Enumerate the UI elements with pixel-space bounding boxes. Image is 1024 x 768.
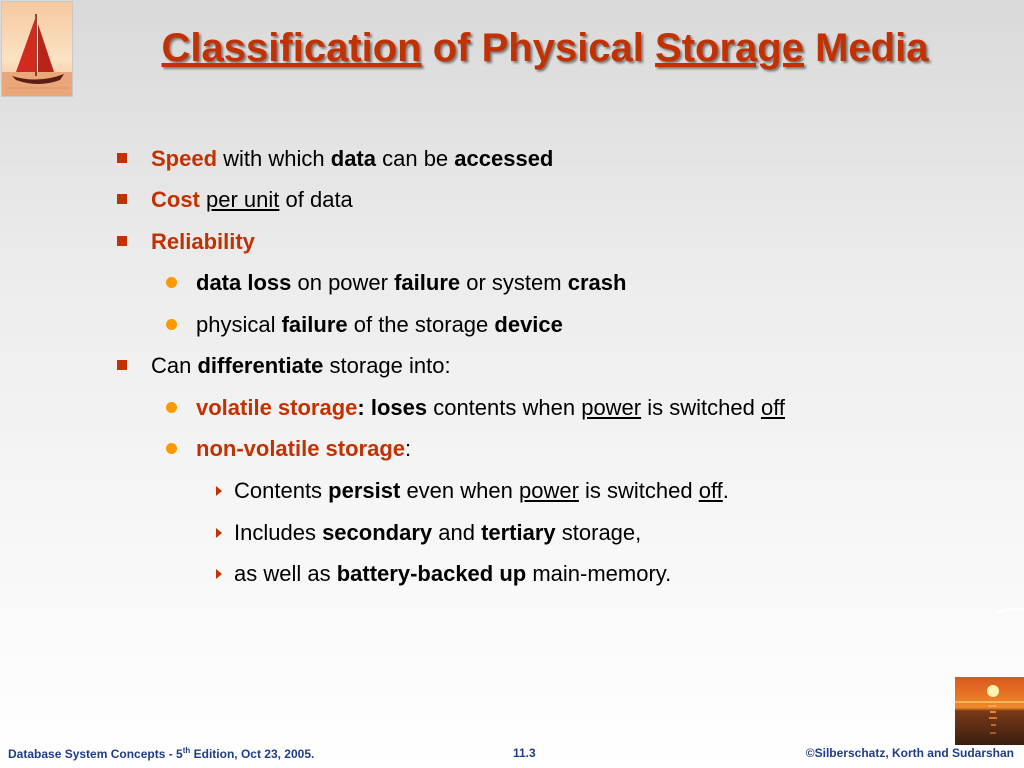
text: Includes bbox=[234, 520, 323, 545]
bullet-battery-backed bbox=[234, 561, 671, 587]
bullet-secondary-tertiary bbox=[234, 520, 641, 546]
arrow-bullet-icon bbox=[216, 569, 222, 579]
bullet-persist bbox=[234, 478, 729, 504]
square-bullet-icon bbox=[117, 360, 127, 370]
bold-text: tertiary bbox=[481, 520, 556, 545]
bold-text: battery-backed up bbox=[336, 561, 527, 586]
bold-text: crash bbox=[567, 270, 627, 295]
text: contents when bbox=[427, 395, 582, 420]
underlined-text: power bbox=[581, 395, 642, 420]
bold-text: accessed bbox=[454, 146, 554, 171]
bullet-nonvolatile bbox=[196, 436, 411, 462]
underlined-text: per unit bbox=[206, 187, 280, 212]
bold-text: device bbox=[494, 312, 563, 337]
dot-bullet-icon bbox=[166, 277, 177, 288]
bold-text: failure bbox=[394, 270, 461, 295]
bold-text: data bbox=[330, 146, 376, 171]
square-bullet-icon bbox=[117, 194, 127, 204]
title-word-storage: Storage bbox=[655, 26, 804, 70]
dot-bullet-icon bbox=[166, 402, 177, 413]
sunset-icon bbox=[955, 677, 1024, 745]
footer-text: Database System Concepts - 5 bbox=[8, 747, 183, 761]
square-bullet-icon bbox=[117, 153, 127, 163]
arrow-bullet-icon bbox=[216, 486, 222, 496]
text: or system bbox=[460, 270, 568, 295]
text: . bbox=[722, 478, 729, 503]
bold-text: persist bbox=[328, 478, 401, 503]
page-title bbox=[0, 26, 1024, 71]
text: as well as bbox=[234, 561, 337, 586]
dot-bullet-icon bbox=[166, 319, 177, 330]
text: even when bbox=[400, 478, 519, 503]
bold-text: data loss bbox=[196, 270, 292, 295]
text: storage into: bbox=[323, 353, 451, 378]
bullet-reliability bbox=[151, 229, 255, 255]
text: can be bbox=[376, 146, 455, 171]
term-volatile: volatile storage bbox=[196, 395, 358, 420]
footer-text: Edition, Oct 23, 2005. bbox=[190, 747, 315, 761]
bullet-volatile bbox=[196, 395, 785, 421]
term-speed: Speed bbox=[151, 146, 218, 171]
sunset-image bbox=[955, 677, 1024, 745]
text: Can bbox=[151, 353, 198, 378]
text: of data bbox=[279, 187, 353, 212]
title-word-media: Media bbox=[803, 26, 929, 70]
text: physical bbox=[196, 312, 282, 337]
term-nonvolatile: non-volatile storage bbox=[196, 436, 406, 461]
square-bullet-icon bbox=[117, 236, 127, 246]
underlined-text: power bbox=[518, 478, 579, 503]
text: on power bbox=[291, 270, 395, 295]
underlined-text: off bbox=[760, 395, 786, 420]
bullet-speed bbox=[151, 146, 553, 172]
title-word-classification: Classification bbox=[161, 26, 422, 70]
text: and bbox=[432, 520, 482, 545]
underlined-text: off bbox=[698, 478, 723, 503]
text: is switched bbox=[578, 478, 699, 503]
term-cost: Cost bbox=[151, 187, 200, 212]
decorative-swoosh bbox=[996, 606, 1024, 616]
footer-superscript: th bbox=[182, 746, 191, 755]
term-reliability: Reliability bbox=[151, 229, 255, 254]
text: with which bbox=[217, 146, 331, 171]
footer-course-info bbox=[8, 746, 314, 761]
bullet-physical-failure bbox=[196, 312, 563, 338]
bold-text: differentiate bbox=[197, 353, 324, 378]
text: of the storage bbox=[347, 312, 495, 337]
bold-text: secondary bbox=[322, 520, 433, 545]
dot-bullet-icon bbox=[166, 443, 177, 454]
text: is switched bbox=[641, 395, 761, 420]
bold-text: failure bbox=[281, 312, 348, 337]
text: storage, bbox=[555, 520, 642, 545]
text: Contents bbox=[234, 478, 329, 503]
text: main-memory. bbox=[526, 561, 672, 586]
bullet-differentiate bbox=[151, 353, 451, 379]
bullet-data-loss bbox=[196, 270, 626, 296]
arrow-bullet-icon bbox=[216, 528, 222, 538]
bold-text: : loses bbox=[357, 395, 428, 420]
title-word-of-physical: of Physical bbox=[421, 26, 656, 70]
text: : bbox=[405, 436, 412, 461]
footer-slide-number: 11.3 bbox=[513, 746, 536, 760]
footer-copyright: ©Silberschatz, Korth and Sudarshan bbox=[805, 746, 1014, 760]
bullet-cost bbox=[151, 187, 353, 213]
